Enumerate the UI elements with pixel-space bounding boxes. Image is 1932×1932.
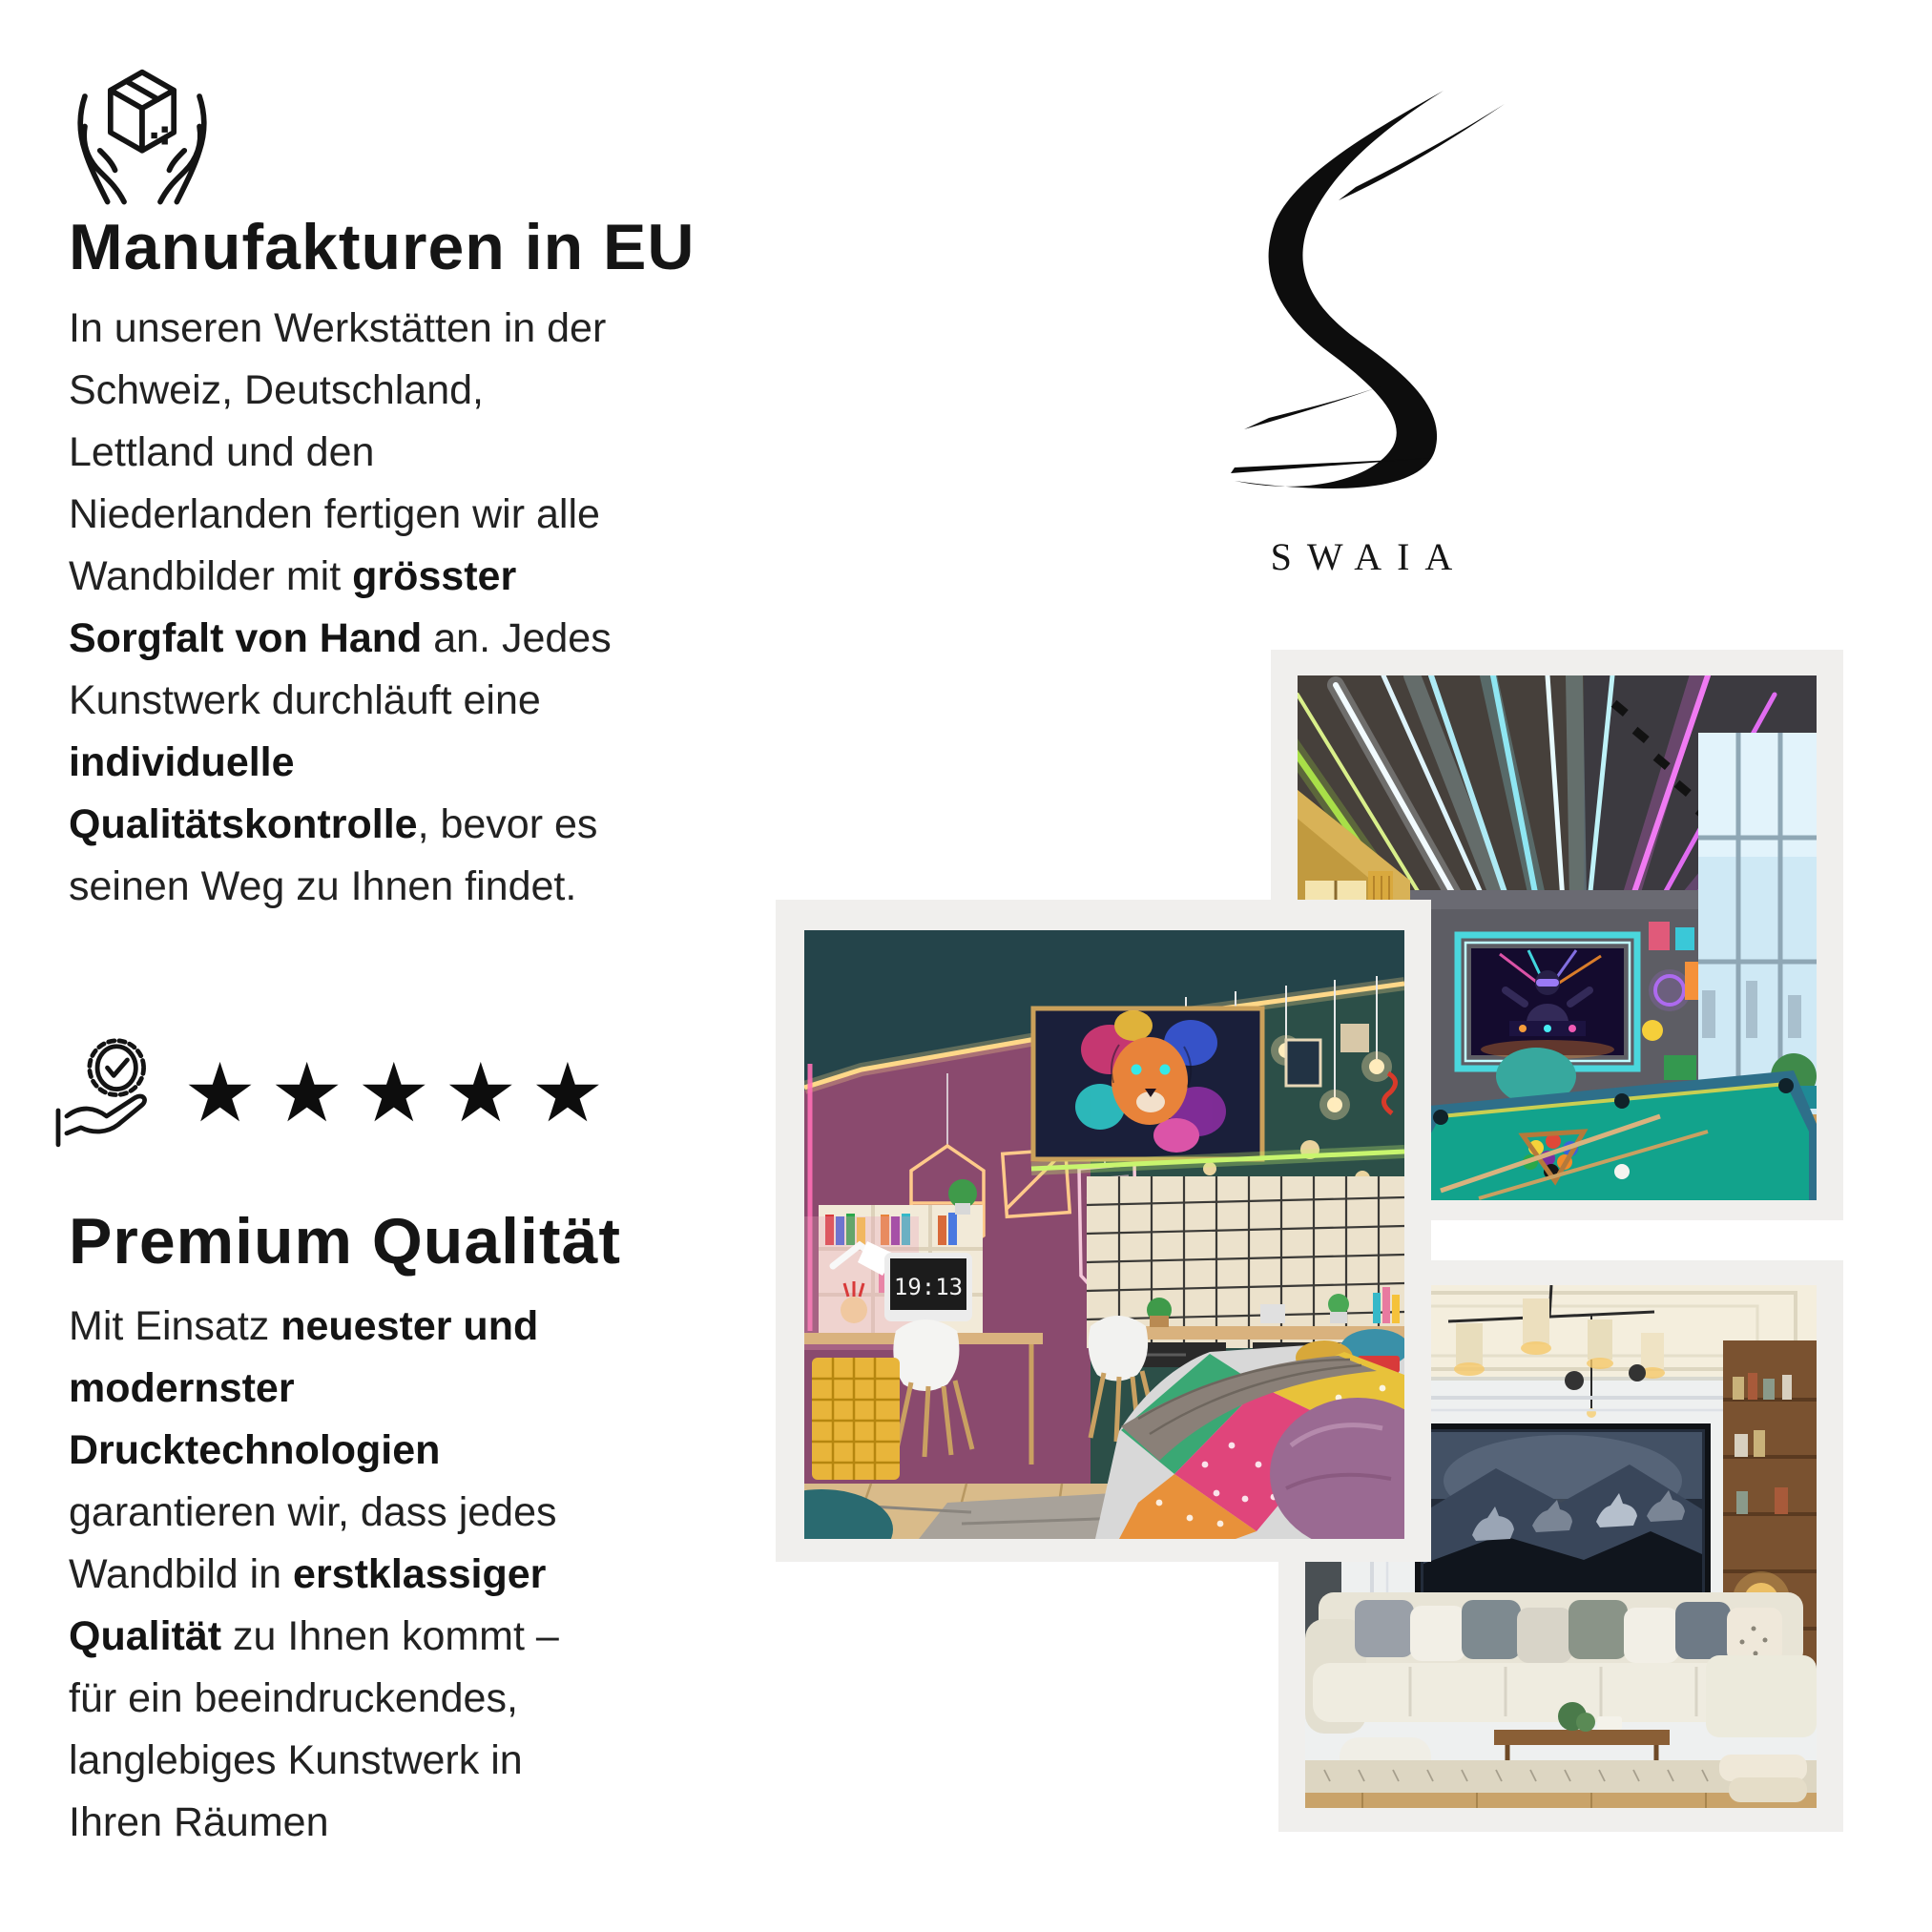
section-heading-manufacture: Manufakturen in EU	[69, 211, 696, 283]
package-in-hands-icon	[67, 63, 218, 208]
photo-panel-bedroom	[776, 900, 1431, 1562]
dj-screen	[1458, 935, 1637, 1069]
manufacture-paragraph: In unseren Werkstätten in der Schweiz, Deutschland, Lettland und den Niederlanden fertigen wir alle Wandbilder mit grösster Sorgfalt von Hand an. Jedes Kunstwerk durchläuft eine individuelle Qualitätskontrolle, bevor es seinen Weg zu Ihnen findet.	[69, 305, 612, 909]
quality-paragraph: Mit Einsatz neuester und modernster Drucktechnologien garantieren wir, dass jedes Wandbild in erstklassiger Qualität zu Ihnen kommt – für ein beeindruckendes, langlebiges Kunstwerk in Ihren Räumen	[69, 1303, 559, 1845]
section-heading-quality: Premium Qualität	[69, 1205, 622, 1278]
lion-canvas	[1033, 1008, 1262, 1159]
brand-name: SWAIA	[1270, 535, 1468, 578]
quality-badge-hand-icon	[55, 1030, 162, 1174]
brand-logo-s	[1231, 88, 1507, 508]
wire-cabinet	[812, 1358, 900, 1480]
monitor-clock: 19:13	[893, 1274, 964, 1300]
bedroom-photo	[804, 930, 1404, 1539]
five-star-rating: ★★★★★	[183, 1046, 618, 1141]
